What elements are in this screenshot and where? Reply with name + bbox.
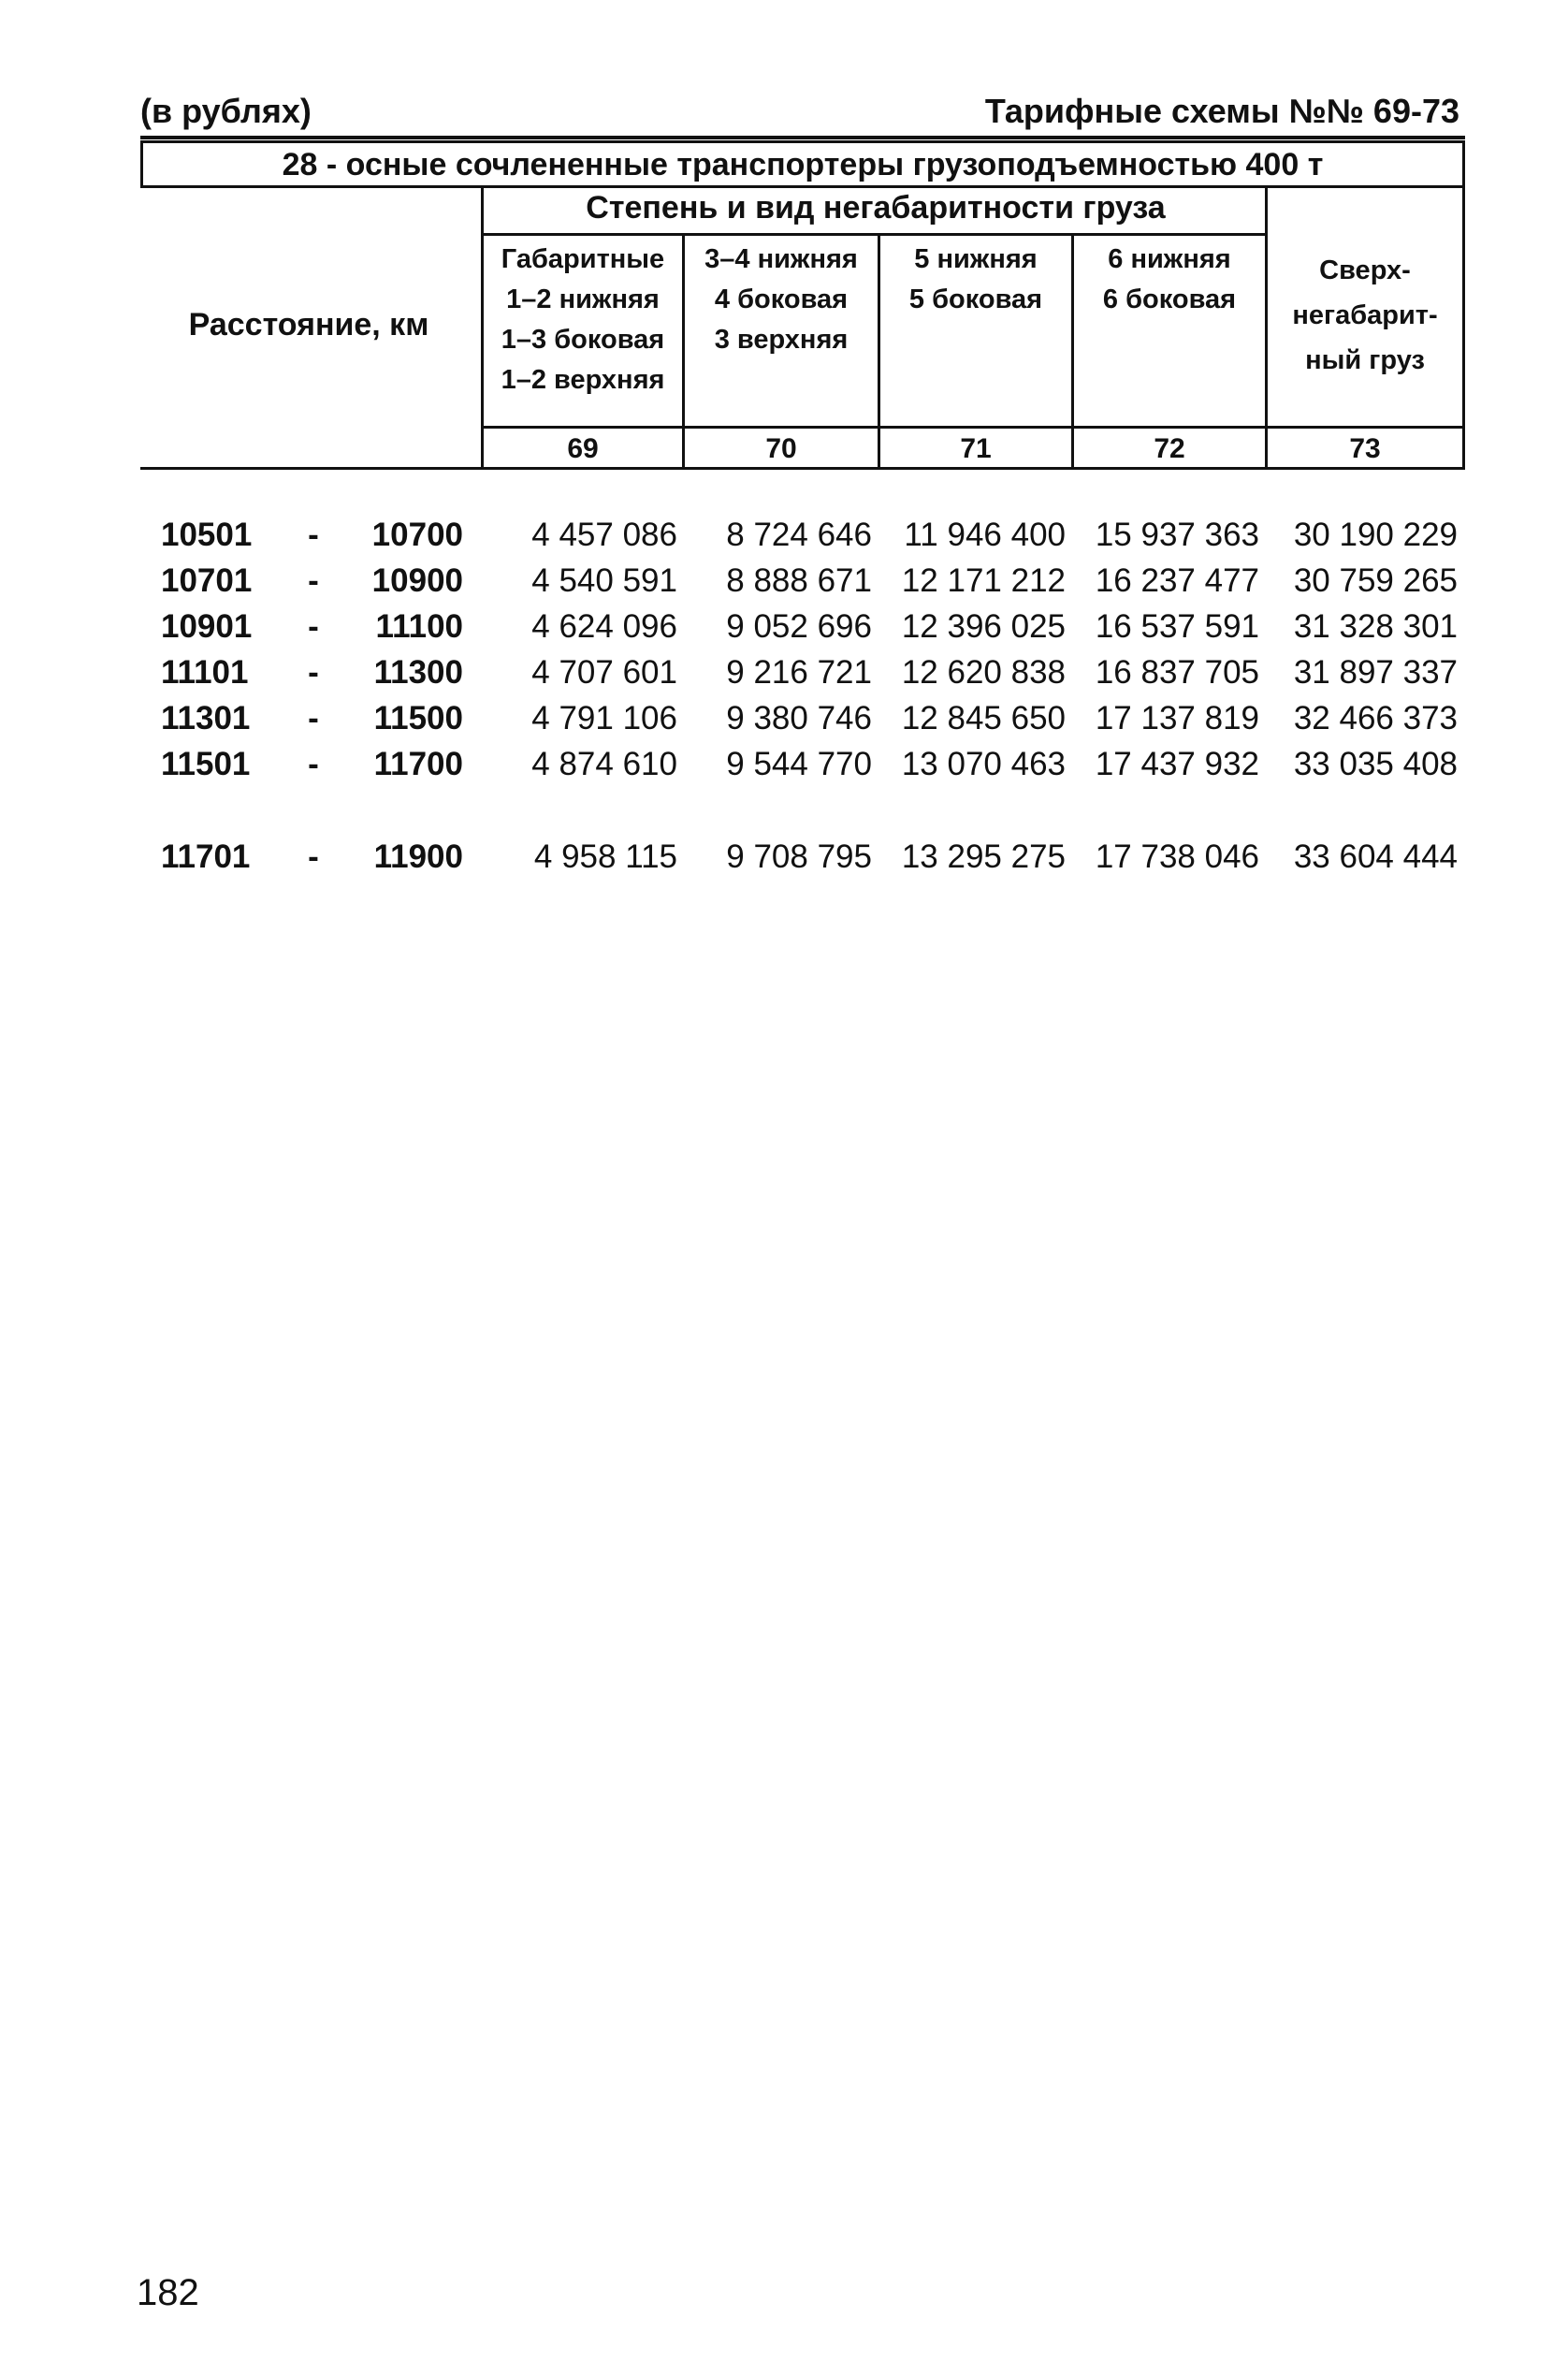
tariff-value: 31 328 301 <box>1293 608 1458 645</box>
tariff-value: 4 624 096 <box>531 608 677 645</box>
table-row <box>0 700 1568 747</box>
distance-dash: - <box>308 838 319 875</box>
title-right-border <box>1462 140 1465 470</box>
distance-from: 10701 <box>161 562 253 599</box>
page-number: 182 <box>137 2272 199 2313</box>
tariff-value: 17 437 932 <box>1095 746 1259 782</box>
tariff-value: 4 958 115 <box>533 838 677 875</box>
distance-to: 10900 <box>371 562 463 599</box>
tariff-value: 30 759 265 <box>1293 562 1458 599</box>
tariff-value: 4 874 610 <box>531 746 677 782</box>
tariff-value: 17 137 819 <box>1095 700 1259 736</box>
distance-to: 11500 <box>373 700 463 736</box>
tariff-value: 17 738 046 <box>1095 838 1259 875</box>
distance-to: 11100 <box>375 608 463 645</box>
distance-to: 11700 <box>373 746 463 782</box>
tariff-value: 8 724 646 <box>726 517 872 553</box>
header-rule <box>140 136 1465 139</box>
distance-dash: - <box>308 700 319 736</box>
degree-header: Степень и вид негабаритности груза <box>586 190 1166 226</box>
tariff-value: 16 237 477 <box>1095 562 1259 599</box>
table-row <box>0 517 1568 563</box>
table-row <box>0 838 1568 885</box>
tariff-value: 4 540 591 <box>531 562 677 599</box>
tariff-value: 4 457 086 <box>531 517 677 553</box>
tariff-value: 16 837 705 <box>1095 654 1259 691</box>
units-note: (в рублях) <box>140 92 312 130</box>
tariff-value: 12 620 838 <box>901 654 1066 691</box>
distance-from: 11101 <box>161 654 249 691</box>
tariff-value: 33 604 444 <box>1293 838 1458 875</box>
table-title: 28 - осные сочлененные транспортеры грузоподъемностью 400 т <box>140 140 1465 185</box>
tariff-value: 13 070 463 <box>901 746 1066 782</box>
column-header: 5 нижняя 5 боковая <box>908 244 1043 314</box>
tariff-value: 12 396 025 <box>901 608 1066 645</box>
tariff-schemes-title: Тарифные схемы №№ 69-73 <box>984 92 1459 130</box>
table-row <box>0 562 1568 609</box>
distance-to: 10700 <box>371 517 463 553</box>
column-number: 70 <box>765 433 797 464</box>
tariff-value: 31 897 337 <box>1293 654 1458 691</box>
tariff-value: 9 052 696 <box>726 608 872 645</box>
table-row <box>0 654 1568 701</box>
tariff-value: 16 537 591 <box>1095 608 1259 645</box>
column-number: 71 <box>960 433 992 464</box>
tariff-value: 9 544 770 <box>726 746 872 782</box>
tariff-value: 12 171 212 <box>901 562 1066 599</box>
distance-dash: - <box>308 517 319 553</box>
degree-bottom-rule <box>481 233 1268 236</box>
distance-to: 11900 <box>373 838 463 875</box>
tariff-value: 33 035 408 <box>1293 746 1458 782</box>
tariff-value: 12 845 650 <box>901 700 1066 736</box>
tariff-value: 9 216 721 <box>726 654 872 691</box>
tariff-value: 9 380 746 <box>726 700 872 736</box>
table-row <box>0 746 1568 793</box>
column-number: 72 <box>1154 433 1185 464</box>
tariff-value: 4 791 106 <box>531 700 677 736</box>
distance-dash: - <box>308 654 319 691</box>
distance-from: 11501 <box>161 746 251 782</box>
tariff-value: 9 708 795 <box>726 838 872 875</box>
distance-header: Расстояние, км <box>188 307 429 343</box>
distance-dash: - <box>308 746 319 782</box>
column-number: 69 <box>567 433 599 464</box>
column-header: Сверх- негабарит- ный груз <box>1292 255 1438 375</box>
tariff-value: 8 888 671 <box>726 562 872 599</box>
distance-dash: - <box>308 608 319 645</box>
distance-from: 10501 <box>161 517 253 553</box>
tariff-value: 11 946 400 <box>904 517 1066 553</box>
column-header: 3–4 нижняя 4 боковая 3 верхняя <box>704 244 858 355</box>
distance-from: 11701 <box>161 838 251 875</box>
distance-to: 11300 <box>373 654 463 691</box>
distance-from: 10901 <box>161 608 253 645</box>
column-header: Габаритные 1–2 нижняя 1–3 боковая 1–2 верхняя <box>501 244 665 395</box>
tariff-value: 4 707 601 <box>531 654 677 691</box>
tariff-value: 13 295 275 <box>901 838 1066 875</box>
table-row <box>0 608 1568 655</box>
distance-dash: - <box>308 562 319 599</box>
column-header: 6 нижняя 6 боковая <box>1102 244 1237 314</box>
tariff-value: 15 937 363 <box>1095 517 1259 553</box>
tariff-value: 30 190 229 <box>1293 517 1458 553</box>
column-number: 73 <box>1349 433 1381 464</box>
tariff-value: 32 466 373 <box>1293 700 1458 736</box>
distance-from: 11301 <box>161 700 251 736</box>
